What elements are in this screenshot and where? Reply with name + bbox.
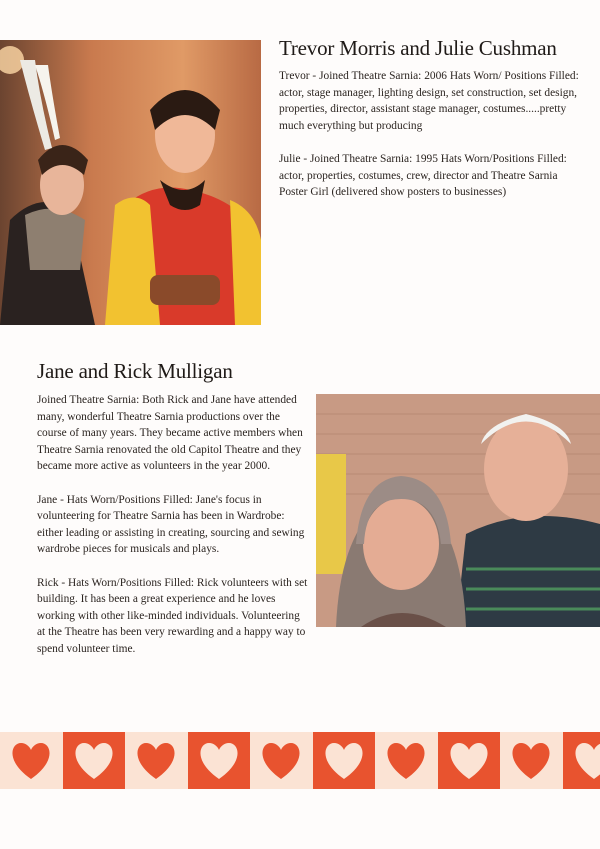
heart-tile — [313, 732, 376, 789]
heart-icon — [9, 741, 53, 781]
heart-icon — [322, 741, 366, 781]
trevor-julie-photo — [0, 40, 261, 325]
section2-body — [37, 392, 309, 658]
heart-tile — [125, 732, 188, 789]
hearts-border — [0, 732, 600, 789]
trevor-julie-photo-art — [0, 40, 261, 325]
heart-tile — [500, 732, 563, 789]
heart-tile — [188, 732, 251, 789]
heart-tile — [563, 732, 600, 789]
jane-rick-photo — [316, 394, 600, 627]
heart-tile — [250, 732, 313, 789]
heart-tile — [375, 732, 438, 789]
heart-icon — [384, 741, 428, 781]
heart-icon — [509, 741, 553, 781]
heart-tile — [0, 732, 63, 789]
jane-paragraph: Jane - Hats Worn/Positions Filled: Jane's focus in volunteering for Theatre Sarnia has been in Wardrobe: either leading or assisting in creating, sourcing and sewing wardrobe pieces for musicals and plays. — [37, 493, 305, 556]
rick-paragraph: Rick - Hats Worn/Positions Filled: Rick volunteers with set building. It has been a great experience and he loves working with other like-minded individuals. Volunteering at the Theatre has been very rewarding and a happy way to spend volunteer time. — [37, 576, 308, 655]
heart-icon — [134, 741, 178, 781]
heart-icon — [259, 741, 303, 781]
trevor-paragraph: Trevor - Joined Theatre Sarnia: 2006 Hats Worn/ Positions Filled: actor, stage manager, lighting design, set construction, set design, properties, director, assistant stage manager, costumes.....pretty much everything but producing — [279, 70, 579, 132]
heart-tile — [63, 732, 126, 789]
section2-title: Jane and Rick Mulligan — [37, 359, 233, 383]
joined-paragraph: Joined Theatre Sarnia: Both Rick and Jane have attended many, wonderful Theatre Sarnia productions over the course of many years. They became active members when Theatre Sarnia renovated the old Capitol Theatre and they became more active as volunteers in the year 2000. — [37, 394, 303, 473]
heart-icon — [572, 741, 600, 781]
heart-icon — [197, 741, 241, 781]
heart-tile — [438, 732, 501, 789]
section1-body — [279, 68, 579, 201]
julie-paragraph: Julie - Joined Theatre Sarnia: 1995 Hats Worn/Positions Filled: actor, properties, costumes, crew, director and Theatre Sarnia Poster Girl (delivered show posters to businesses) — [279, 152, 567, 199]
heart-icon — [447, 741, 491, 781]
section1-title: Trevor Morris and Julie Cushman — [279, 36, 557, 60]
jane-rick-photo-art — [316, 394, 600, 627]
heart-icon — [72, 741, 116, 781]
